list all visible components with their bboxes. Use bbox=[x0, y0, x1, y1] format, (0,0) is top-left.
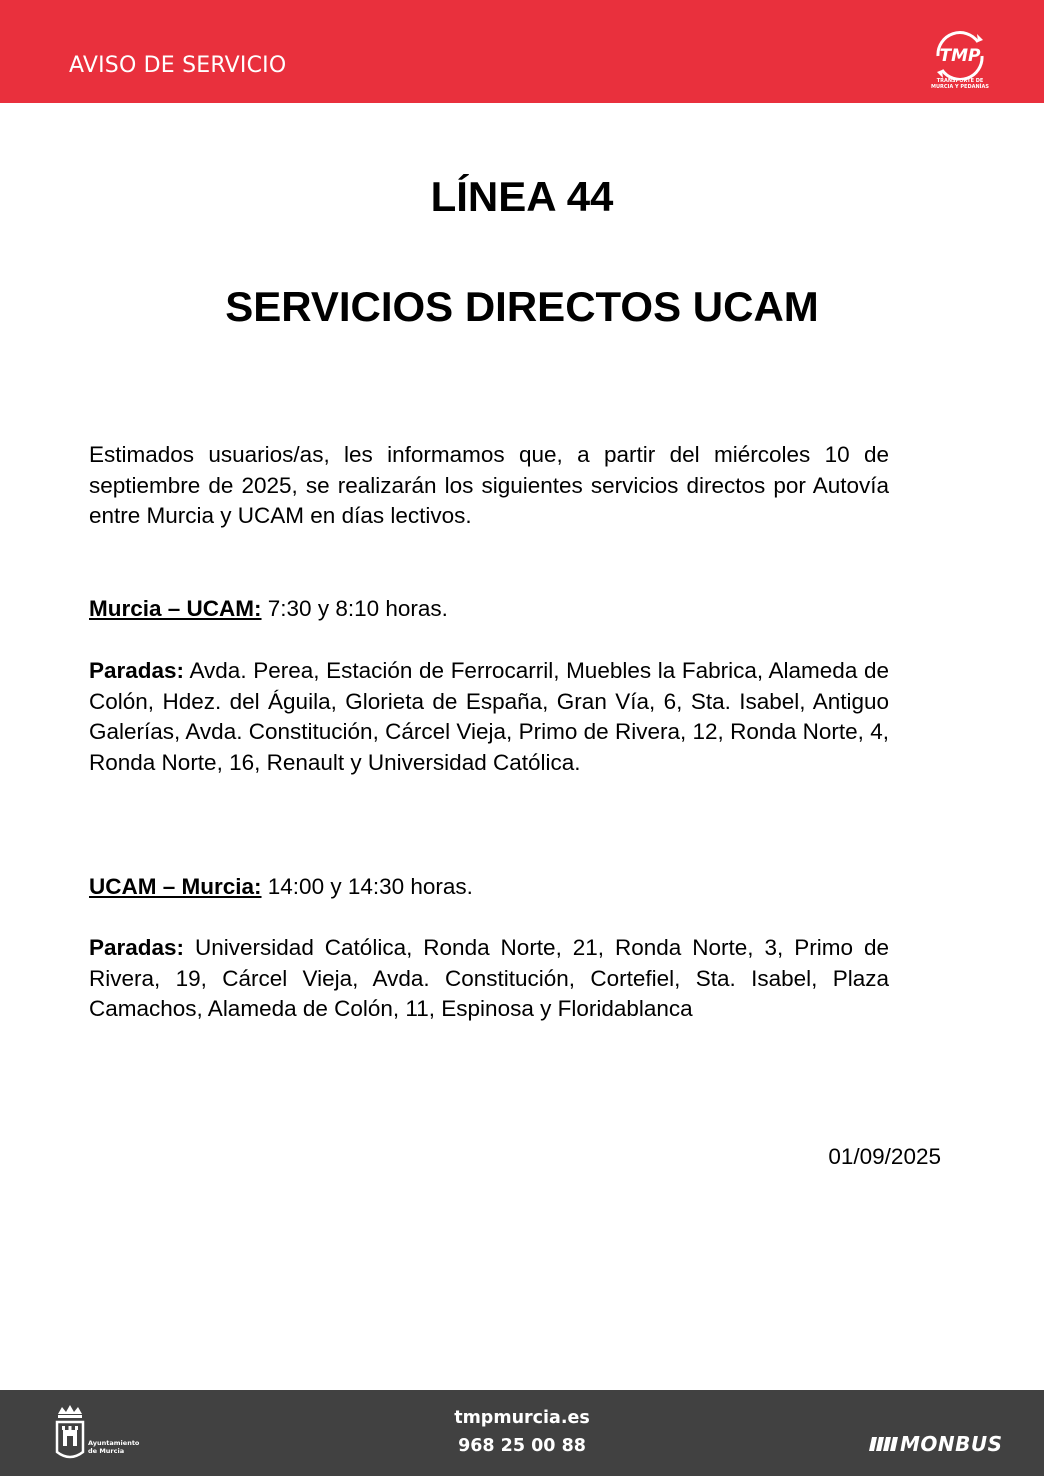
stops-list: Avda. Perea, Estación de Ferrocarril, Muebles la Fabrica, Alameda de Colón, Hdez. del Águila, Glorieta de España, Gran Vía, 6, Sta. Isabel, Antiguo Galerías, Avda. Constitución, Cárcel Vieja, Primo de Rivera, 12, Ronda Norte, 4, Ronda Norte, 16, Renault y Universidad Católica. bbox=[89, 658, 889, 775]
notice-date: 01/09/2025 bbox=[828, 1144, 941, 1169]
phone-number: 968 25 00 88 bbox=[458, 1436, 586, 1456]
stops-label: Paradas: bbox=[89, 658, 185, 683]
route-ucam-murcia bbox=[89, 872, 889, 903]
route-label: Murcia – UCAM: bbox=[89, 596, 262, 621]
council-line1: Ayuntamiento bbox=[88, 1439, 140, 1447]
tmp-mark: TMP bbox=[939, 46, 981, 66]
intro-paragraph: Estimados usuarios/as, les informamos que, a partir del miércoles 10 de septiembre de 2025, se realizarán los siguientes servicios directos por Autovía entre Murcia y UCAM en días lectivos. bbox=[89, 442, 889, 528]
tmp-subtitle bbox=[926, 78, 994, 90]
route-times: 14:00 y 14:30 horas. bbox=[261, 874, 473, 899]
council-line2: de Murcia bbox=[88, 1447, 125, 1455]
monbus-logo bbox=[868, 1430, 1008, 1460]
website-link[interactable]: tmpmurcia.es bbox=[454, 1408, 590, 1428]
stops-list: Universidad Católica, Ronda Norte, 21, Ronda Norte, 3, Primo de Rivera, 19, Cárcel Vieja, Avda. Constitución, Cortefiel, Sta. Isabel, Plaza Camachos, Alameda de Colón, 11, Espinosa y Floridablanca bbox=[89, 935, 889, 1021]
bus-cycle-logo-icon bbox=[926, 30, 994, 80]
route-label: UCAM – Murcia: bbox=[89, 874, 262, 899]
stops-label: Paradas: bbox=[89, 935, 185, 960]
service-title: SERVICIOS DIRECTOS UCAM bbox=[225, 283, 819, 330]
operator-name: MONBUS bbox=[900, 1432, 1003, 1456]
stops-ucam-murcia bbox=[89, 933, 889, 1025]
route-murcia-ucam bbox=[89, 594, 889, 625]
route-times: 7:30 y 8:10 horas. bbox=[261, 596, 448, 621]
line-title: LÍNEA 44 bbox=[430, 173, 614, 220]
stripes-icon bbox=[868, 1430, 898, 1458]
tmp-logo bbox=[926, 30, 994, 96]
stops-murcia-ucam bbox=[89, 656, 889, 778]
notice-title: AVISO DE SERVICIO bbox=[69, 53, 287, 78]
tmp-subtitle-line1: TRANSPORTE DE bbox=[936, 78, 984, 84]
header-bar bbox=[0, 0, 1044, 103]
tmp-subtitle-line2: MURCIA Y PEDANÍAS bbox=[930, 84, 989, 90]
